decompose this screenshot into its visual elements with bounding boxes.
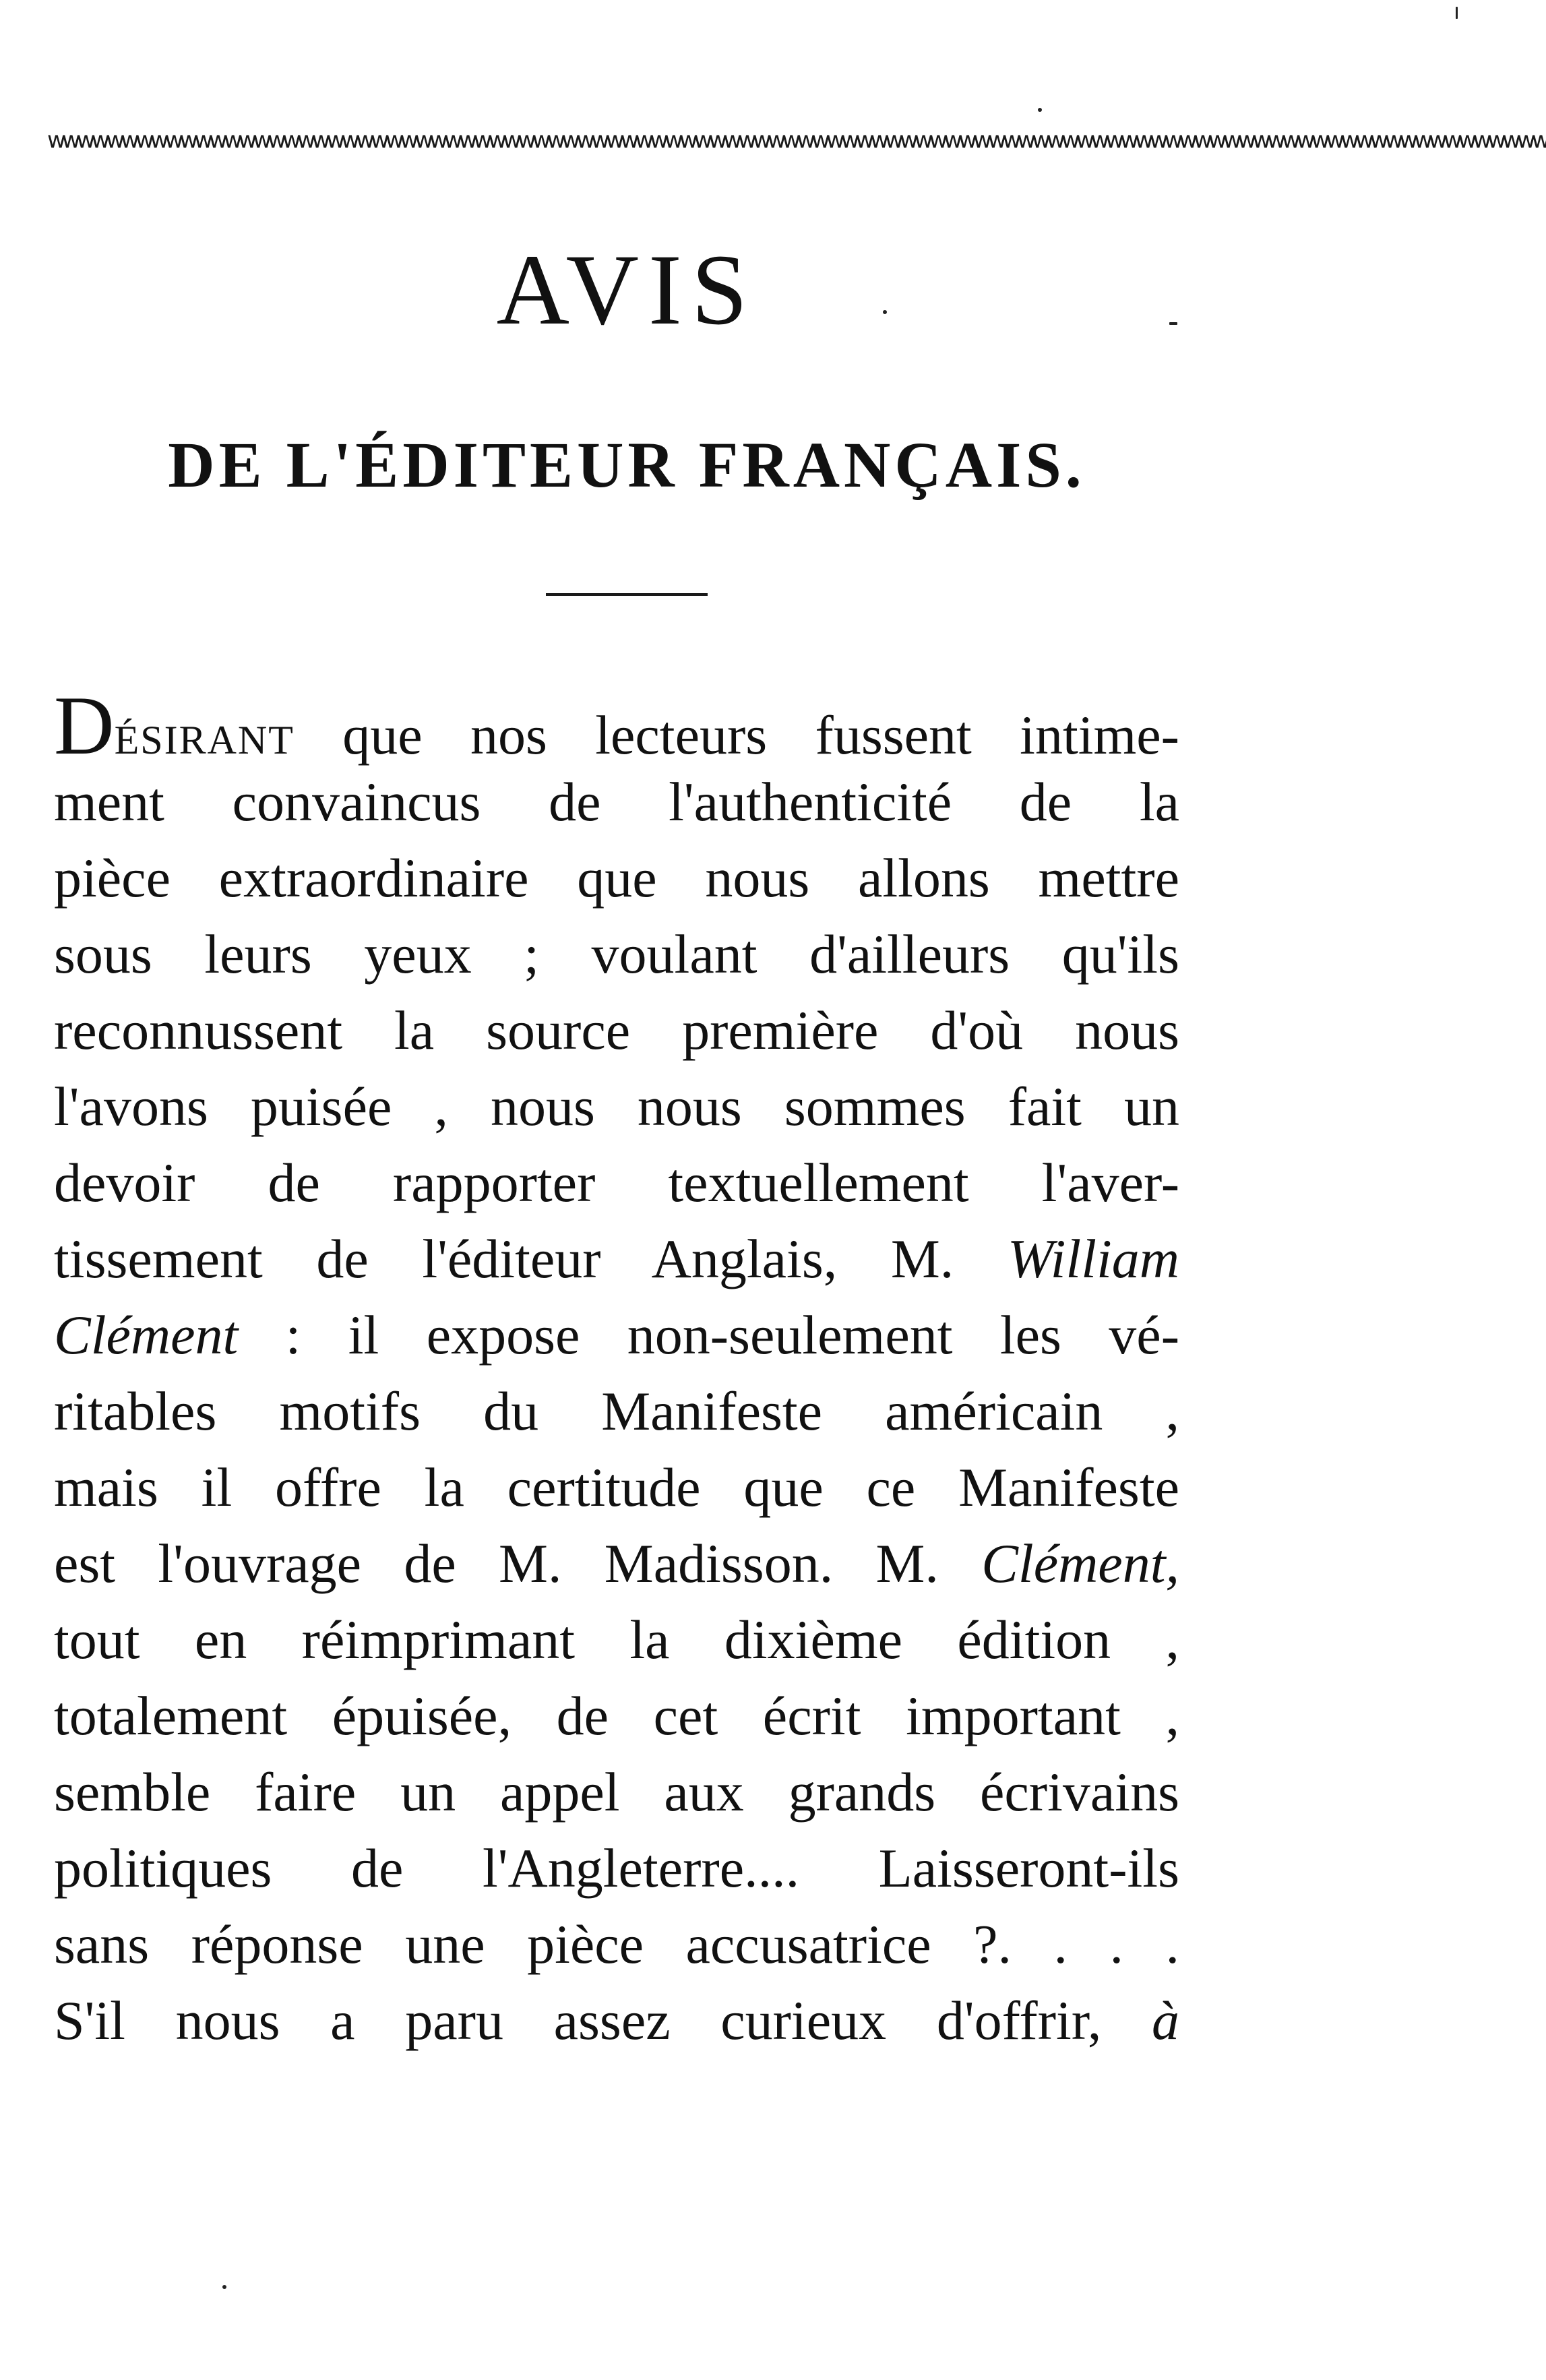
italic-word: à	[1152, 1990, 1179, 2051]
print-speck	[883, 310, 887, 314]
text-line-13: tout en réimprimant la dixième édition ,	[54, 1609, 1179, 1670]
italic-name: Clément,	[981, 1533, 1179, 1594]
print-speck	[1038, 108, 1042, 112]
text-line-8	[54, 1221, 1179, 1297]
text-line-14: totalement épuisée, de cet écrit important ,	[54, 1685, 1179, 1746]
text-line-6: l'avons puisée , nous nous sommes fait un	[54, 1076, 1179, 1137]
small-caps-word: ÉSIRANT	[114, 718, 295, 762]
text-line-11: mais il offre la certitude que ce Manifeste	[54, 1457, 1179, 1518]
text-line-2: ment convaincus de l'authenticité de la	[54, 771, 1179, 832]
text-line-12	[54, 1525, 1179, 1601]
text-line-3: pièce extraordinaire que nous allons mettre	[54, 847, 1179, 909]
text-line-9	[54, 1297, 1179, 1373]
text-fragment: S'il nous a paru assez curieux d'offrir,	[54, 1990, 1152, 2051]
section-divider	[546, 593, 708, 596]
text-fragment: : il expose non-seulement les vé-	[238, 1304, 1179, 1366]
body-paragraph	[54, 679, 1179, 2058]
text-line-18	[54, 1982, 1179, 2058]
print-speck	[1456, 7, 1458, 19]
text-line-1	[54, 679, 1179, 772]
text-line-15: semble faire un appel aux grands écrivains	[54, 1761, 1179, 1823]
italic-name: Clément	[54, 1304, 239, 1366]
page-subtitle: DE L'ÉDITEUR FRANÇAIS.	[168, 429, 1086, 501]
italic-name: William	[1007, 1228, 1179, 1289]
print-speck	[222, 2285, 226, 2289]
text-line-5: reconnussent la source première d'où nous	[54, 1000, 1179, 1061]
text-line-17: sans réponse une pièce accusatrice ?. . . .	[54, 1914, 1179, 1975]
text-fragment: est l'ouvrage de M. Madisson. M.	[54, 1533, 982, 1594]
ornamental-header-rule: wwwwwwwwwwwwwwwwwwwwwwwwwwwwwwwwwwwwwwwwwwwwwwwwwwwwwwwwwwwwwwwwwwwwwwwwwwwwwwwwwwwwwwwwwwwwwwwwwwwwww	[47, 127, 1546, 154]
text-line-7: devoir de rapporter textuellement l'aver-	[54, 1152, 1179, 1213]
drop-cap: D	[54, 679, 115, 772]
text-line-16: politiques de l'Angleterre.... Laisseront-ils	[54, 1837, 1179, 1899]
text-line-4: sous leurs yeux ; voulant d'ailleurs qu'ils	[54, 923, 1179, 985]
print-speck	[1169, 322, 1177, 325]
text-fragment: tissement de l'éditeur Anglais, M.	[54, 1228, 1008, 1289]
text-fragment: que nos lecteurs fussent intime-	[294, 704, 1179, 766]
page-title: AVIS	[496, 234, 757, 346]
text-line-10: ritables motifs du Manifeste américain ,	[54, 1380, 1179, 1442]
